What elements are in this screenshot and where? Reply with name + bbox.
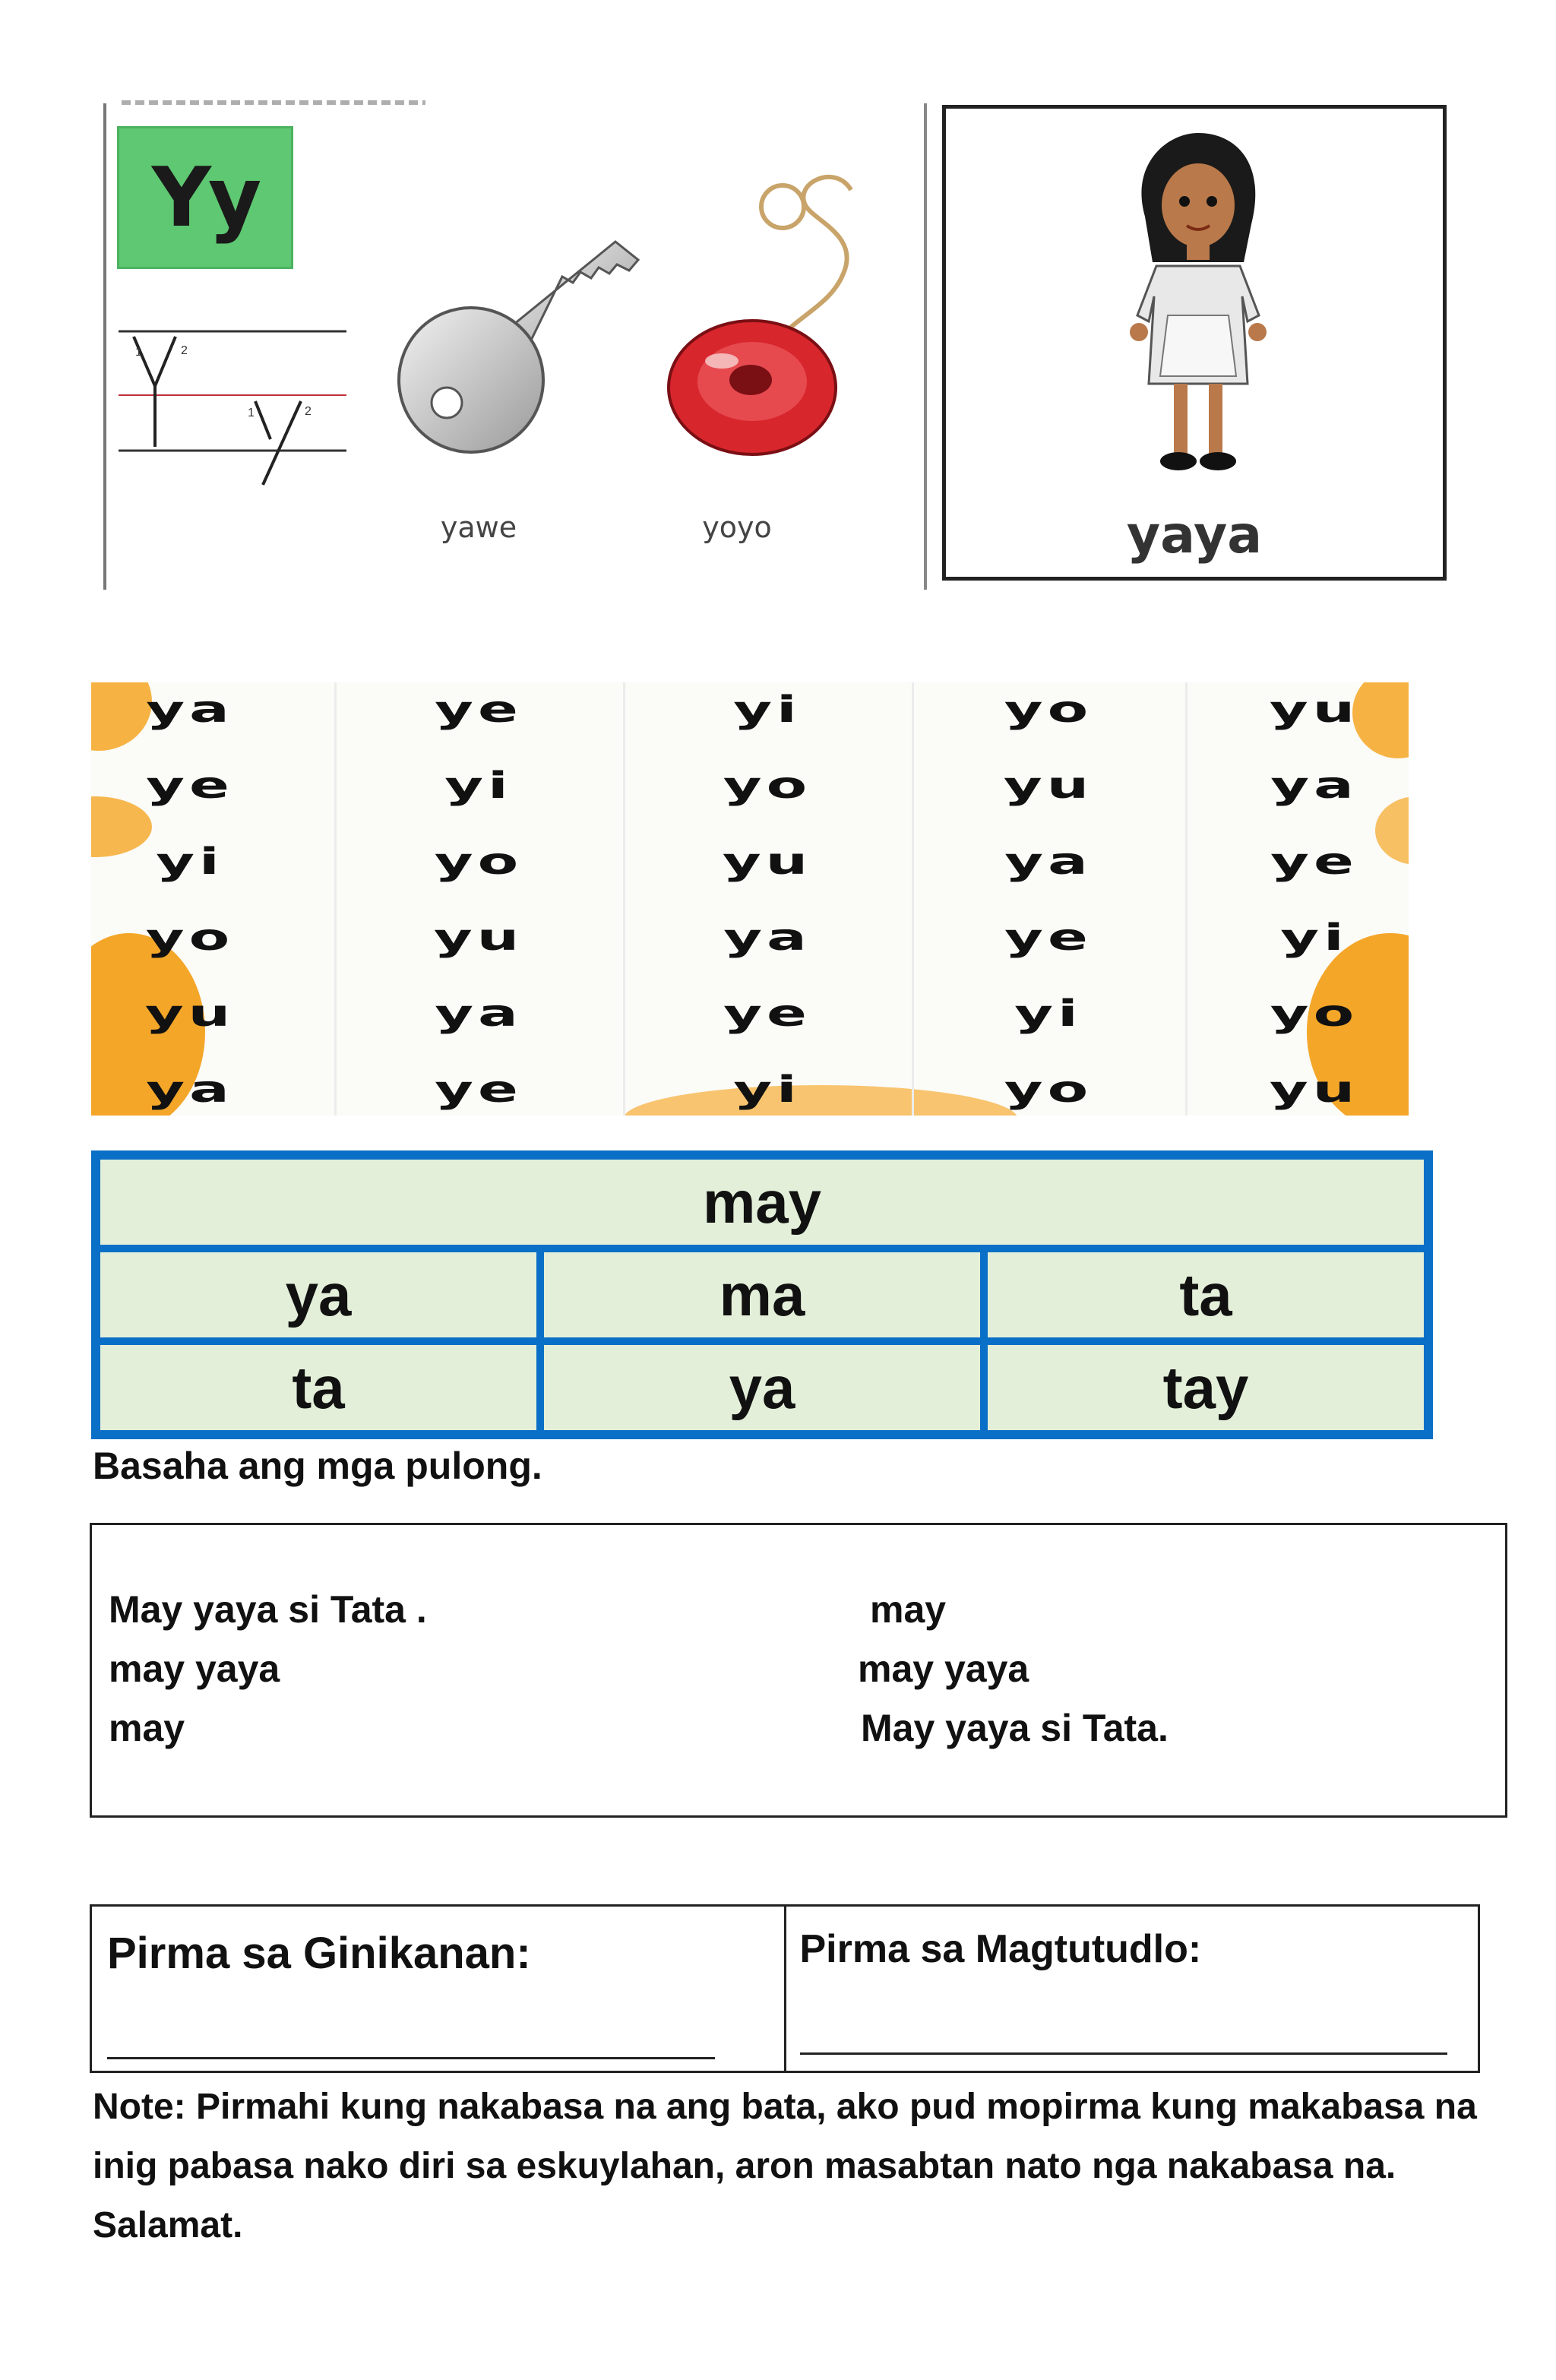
key-icon [387, 228, 646, 456]
teacher-signature-label: Pirma sa Magtutudlo: [799, 1927, 1202, 1971]
syllable-cell: ye [435, 688, 523, 731]
syllable-grid [91, 682, 1409, 1116]
nanny-icon [1115, 133, 1282, 483]
syllable-cell: ya [435, 992, 523, 1035]
sentence-box [90, 1523, 1507, 1818]
word-table-cell: ta [988, 1252, 1424, 1337]
sentence-right: may [870, 1588, 947, 1631]
syllable-cell: ya [723, 916, 811, 959]
sentence-left: may [109, 1707, 185, 1749]
word-table-cell: ma [544, 1252, 980, 1337]
syllable-cell: yi [733, 1068, 802, 1111]
nanny-caption: yaya [1126, 505, 1263, 565]
syllable-cell: ye [1270, 840, 1358, 883]
syllable-cell: yu [722, 840, 813, 883]
syllable-cell: yu [144, 992, 236, 1035]
syllable-cell: yi [156, 840, 224, 883]
sentence-left: May yaya si Tata . [109, 1588, 427, 1631]
syllable-cell: ye [723, 992, 811, 1035]
reading-instruction: Basaha ang mga pulong. [93, 1445, 542, 1487]
syllable-cell: yo [145, 916, 235, 959]
yoyo-caption: yoyo [702, 511, 772, 544]
sentence-right: may yaya [858, 1647, 1029, 1690]
sentence-right: May yaya si Tata. [861, 1707, 1169, 1749]
parent-signature-line[interactable] [107, 2057, 715, 2059]
word-table-cell: tay [988, 1345, 1424, 1430]
syllable-cell: ye [1004, 916, 1093, 959]
parent-note: Note: Pirmahi kung nakabasa na ang bata, ako pud mopirma kung makabasa na inig pabasa nako diri sa eskuylahan, aron masabtan nato nga nakabasa na. Salamat. [93, 2087, 1477, 2245]
syllable-cell: ya [1270, 764, 1358, 807]
syllable-cell: yi [733, 688, 802, 731]
syllable-cell: yo [1270, 992, 1359, 1035]
parent-signature-label: Pirma sa Ginikanan: [107, 1929, 531, 1978]
letter-card: Yy [117, 126, 293, 269]
syllable-cell: yi [1280, 916, 1349, 959]
syllable-cell: yi [1014, 992, 1083, 1035]
grid-divider [334, 682, 337, 1116]
syllable-cell: ye [146, 764, 234, 807]
yoyo-icon [661, 160, 881, 464]
teacher-signature-line[interactable] [800, 2052, 1447, 2055]
word-table-header: may [100, 1160, 1424, 1245]
cropped-heading-remnant [122, 100, 425, 105]
signature-table [90, 1904, 1480, 2073]
syllable-cell: ya [1004, 840, 1093, 883]
syllable-cell: yo [723, 764, 812, 807]
letter-writing-guide-icon [119, 325, 346, 492]
teacher-signature-cell [784, 1907, 1479, 2071]
parent-signature-cell [92, 1907, 784, 2071]
svg-text:1: 1 [248, 407, 255, 419]
grid-divider [1185, 682, 1188, 1116]
sentence-left: may yaya [109, 1647, 280, 1690]
syllable-cell: ya [146, 688, 234, 731]
syllable-cell: yi [444, 764, 513, 807]
syllable-cell: ye [435, 1068, 523, 1111]
svg-text:2: 2 [181, 344, 188, 357]
syllable-cell: yu [1003, 764, 1094, 807]
syllable-cell: yu [433, 916, 524, 959]
syllable-cell: yo [1004, 688, 1093, 731]
word-table-cell: ta [100, 1345, 536, 1430]
svg-text:2: 2 [305, 405, 312, 418]
syllable-cell: yu [1269, 1068, 1360, 1111]
syllable-cell: yo [1004, 1068, 1093, 1111]
nanny-picture-card [942, 105, 1447, 581]
syllable-cell: ya [146, 1068, 234, 1111]
panel-divider [924, 103, 927, 590]
key-caption: yawe [440, 511, 517, 544]
word-table-cell: ya [544, 1345, 980, 1430]
syllable-cell: yo [434, 840, 523, 883]
grid-divider [623, 682, 625, 1116]
word-building-table [91, 1150, 1433, 1439]
svg-text:1: 1 [135, 346, 142, 359]
grid-divider [912, 682, 914, 1116]
syllable-cell: yu [1269, 688, 1360, 731]
word-table-cell: ya [100, 1252, 536, 1337]
